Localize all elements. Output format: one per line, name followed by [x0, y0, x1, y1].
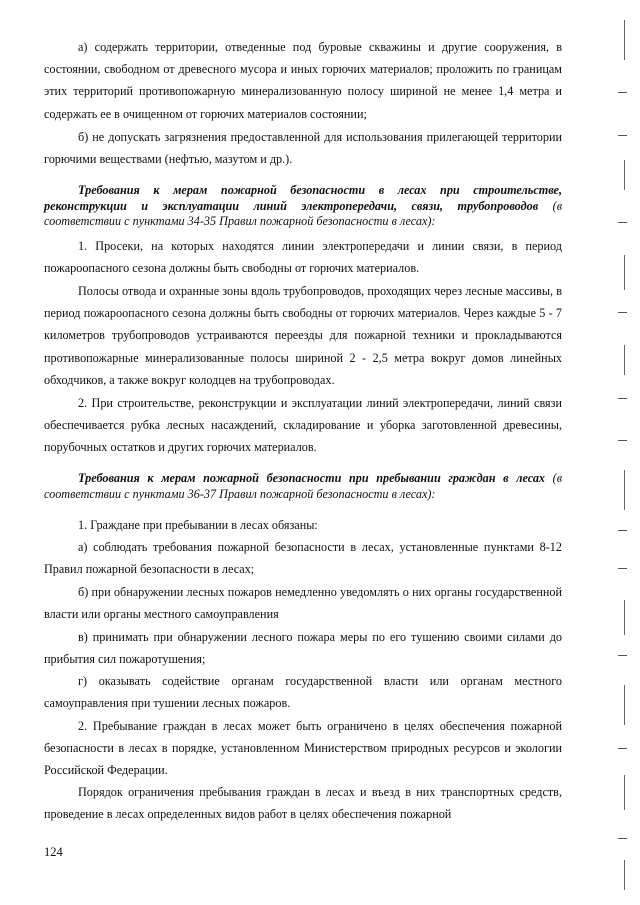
paragraph-b-pollution: б) не допускать загрязнения предоставленной для использования прилегающей территории горючими веществами (нефтью, мазутом и др.). — [44, 130, 562, 167]
page-number: 124 — [44, 845, 63, 859]
paragraph-item-g: г) оказывать содействие органам государственной власти или органам местного самоуправления при тушении лесных пожаров. — [44, 674, 562, 711]
paragraph-citizens-obliged: 1. Граждане при пребывании в лесах обязаны: — [78, 518, 318, 532]
section-heading-power-lines — [44, 183, 562, 230]
paragraph-item-a: а) соблюдать требования пожарной безопасности в лесах, установленные пунктами 8-12 Правил пожарной безопасности в лесах; — [44, 540, 562, 577]
paragraph-restriction-order: Порядок ограничения пребывания граждан в лесах и въезд в них транспортных средств, проведение в лесах определенных видов работ в целях обеспечения пожарной — [44, 785, 562, 822]
section-heading-citizens-ref: (в соответствии с пунктами 36-37 Правил пожарной безопасности в лесах): — [44, 471, 562, 501]
paragraph-restriction: 2. Пребывание граждан в лесах может быть ограничено в целях обеспечения пожарной безопасности в лесах в порядке, установленном Министерством природных ресурсов и экологии Российской Федерации. — [44, 719, 562, 778]
paragraph-clearings: 1. Просеки, на которых находятся линии электропередачи и линии связи, в период пожароопасного сезона должны быть свободны от горючих материалов. — [44, 239, 562, 276]
paragraph-a-territory: а) содержать территории, отведенные под буровые скважины и другие сооружения, в состоянии, свободном от древесного мусора и иных горючих материалов; проложить по границам этих территорий противопожарную минерализованную полосу шириной не менее 1,4 метра и содержать ее в очищенном от горючих материалов состоянии; — [44, 40, 562, 121]
paragraph-item-v: в) принимать при обнаружении лесного пожара меры по его тушению своими силами до прибытия сил пожаротушения; — [44, 630, 562, 667]
paragraph-item-b: б) при обнаружении лесных пожаров немедленно уведомлять о них органы государственной власти или органы местного самоуправления — [44, 585, 562, 622]
section-heading-citizens-title: Требования к мерам пожарной безопасности при пребывании граждан в лесах — [78, 471, 546, 485]
paragraph-pipelines: Полосы отвода и охранные зоны вдоль трубопроводов, проходящих через лесные массивы, в период пожароопасного сезона должны быть свободны от горючих материалов. Через каждые 5 - 7 километров трубопроводов устраиваются переезды для пожарной техники и прокладываются противопожарные минерализованные полосы шириной 2 - 2,5 метра вокруг домов линейных обходчиков, а также вокруг колодцев на трубопроводах. — [44, 284, 562, 387]
scan-edge-marks — [616, 0, 636, 905]
section-heading-power-lines-title: Требования к мерам пожарной безопасности в лесах при строительстве, реконструкции и эксплуатации линий электропередачи, связи, трубопроводов — [44, 183, 562, 213]
paragraph-construction: 2. При строительстве, реконструкции и эксплуатации линий электропередачи, линий связи обеспечивается рубка лесных насаждений, складирование и уборка заготовленной древесины, порубочных остатков и других горючих материалов. — [44, 396, 562, 455]
section-heading-citizens — [44, 471, 562, 502]
section-heading-power-lines-ref: (в соответствии с пунктами 34-35 Правил пожарной безопасности в лесах): — [44, 198, 562, 228]
